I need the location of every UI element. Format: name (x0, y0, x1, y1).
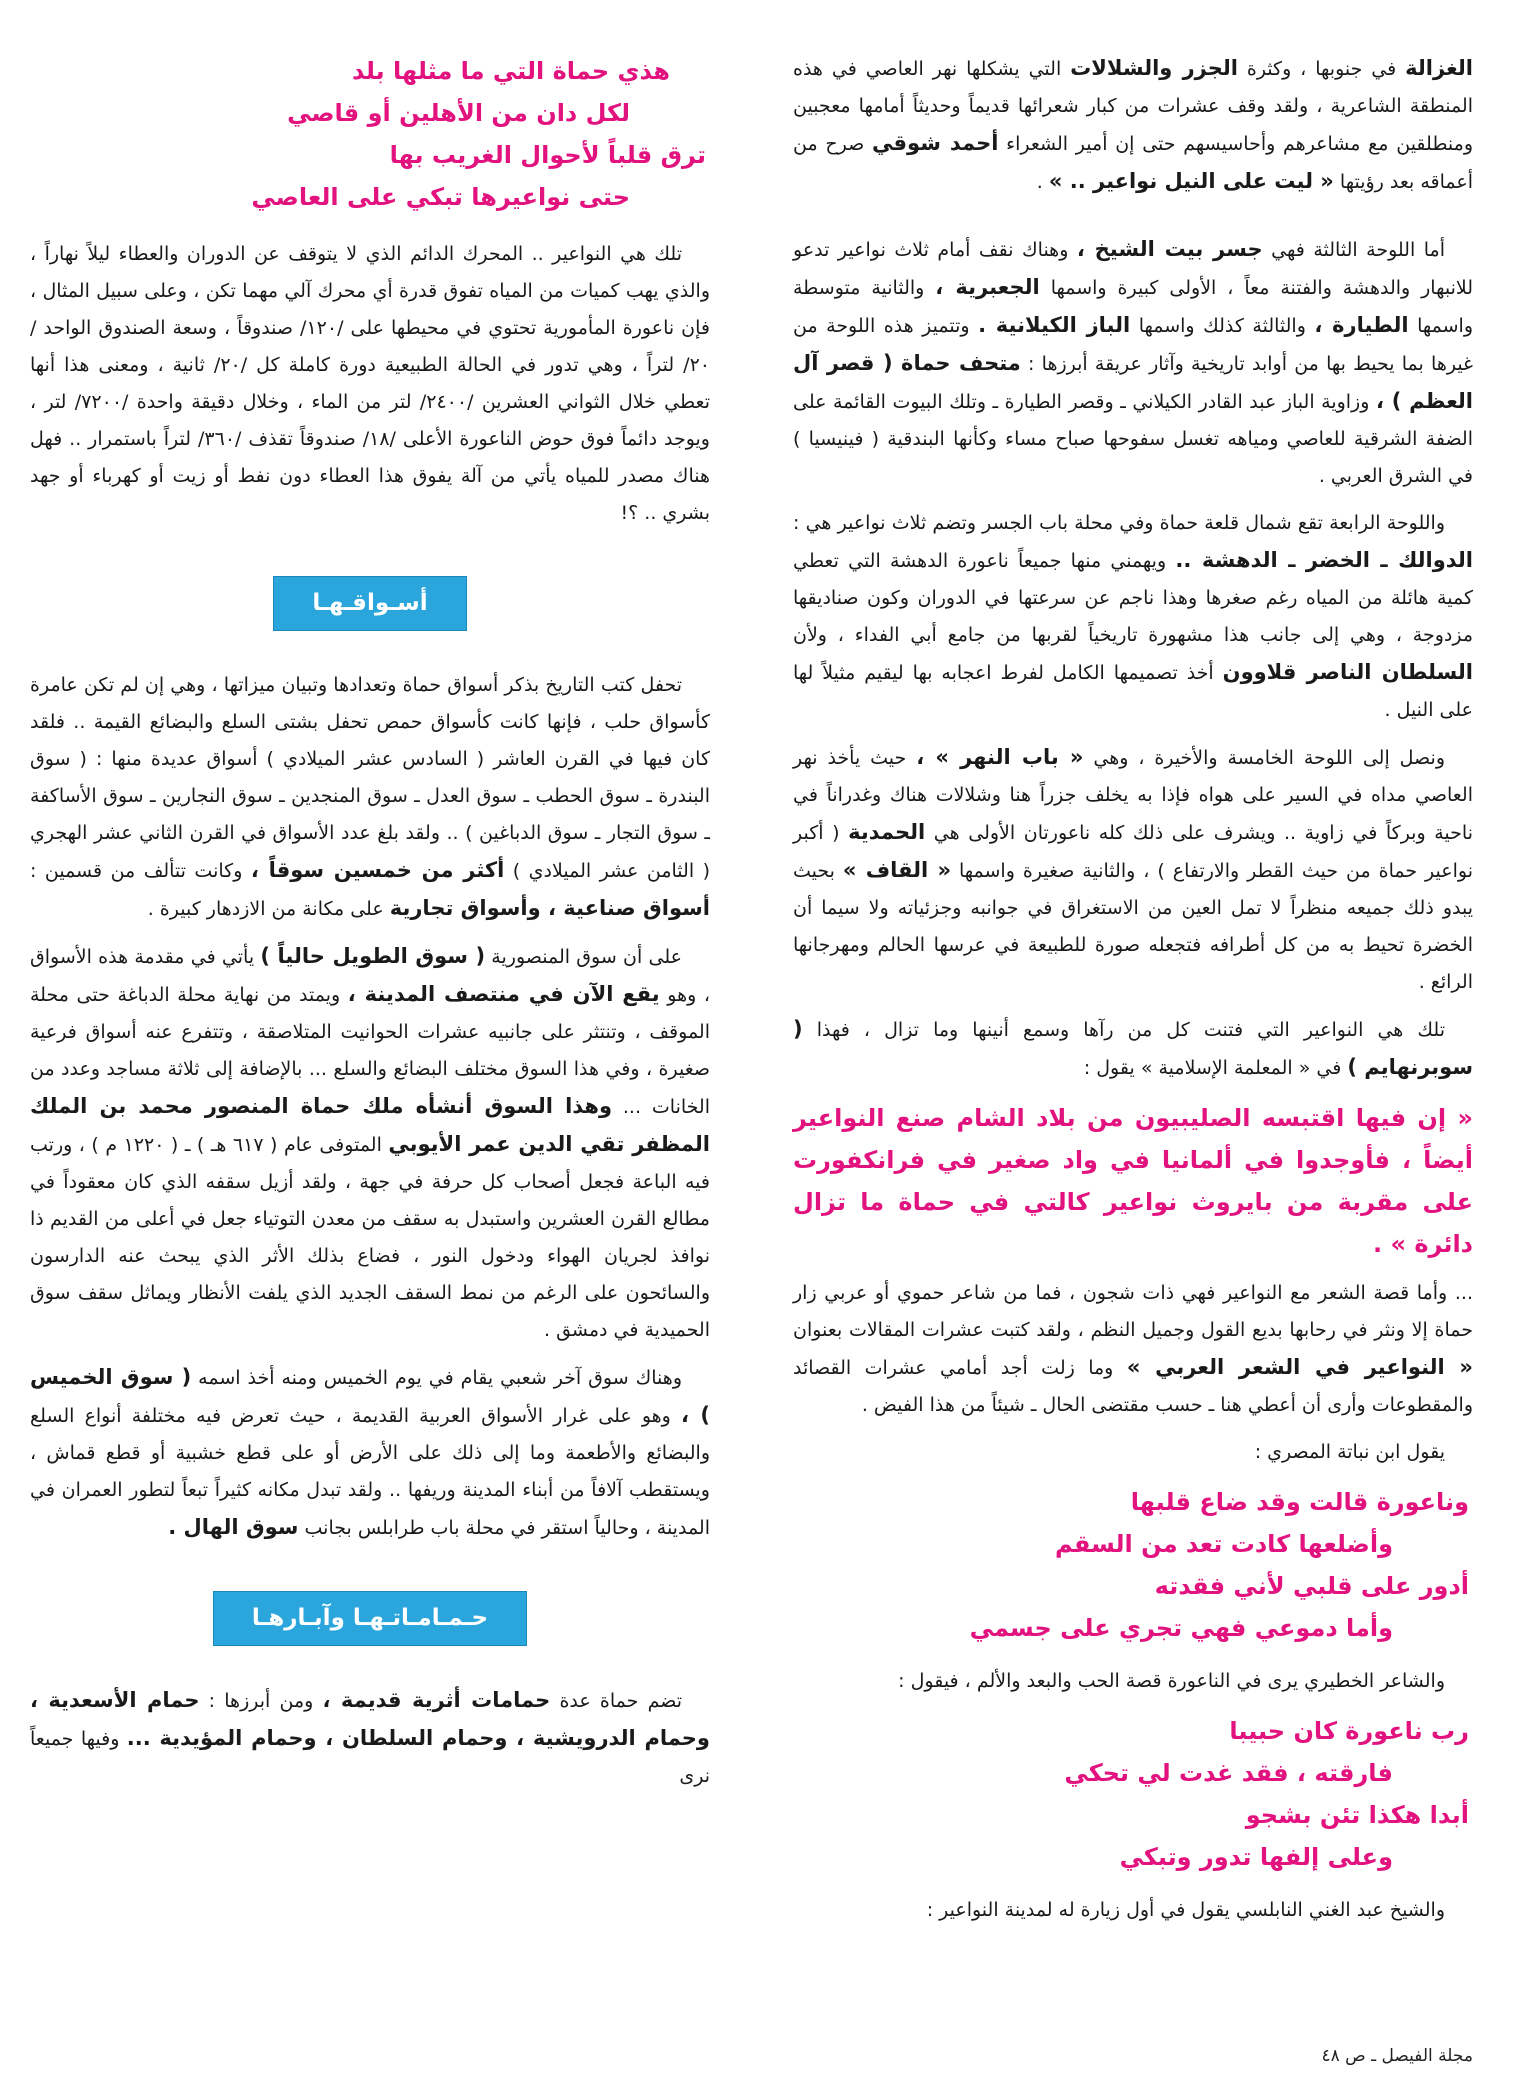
paragraph: على أن سوق المنصورية ( سوق الطويل حالياً ) يأتي في مقدمة هذه الأسواق ، وهو يقع الآن في منتصف المدينة ، ويمتد من نهاية محلة الدباغة حتى محلة الموقف ، وتنتثر على جانبيه عشرات الحوانيت المتلاصقة ، وتتفرع عنه أسواق فرعية صغيرة ، وفي هذا السوق مختلف البضائع والسلع ... بالإضافة إلى ثلاثة مساجد وعدد من الخانات ... وهذا السوق أنشأه ملك حماة المنصور محمد بن الملك المظفر تقي الدين عمر الأيوبي المتوفى عام ( ٦١٧ هـ ) ـ ( ١٢٢٠ م ) ، ورتب فيه الباعة فجعل أصحاب كل حرفة في جهة ، ولقد أزيل سقفه الذي كان معقوداً في مطالع القرن العشرين واستبدل به سقف من معدن التوتياء جعل في أعلى من القديم ذا نوافذ لجريان الهواء ودخول النور ، فضاع بذلك الأثر الذي يبحث عنه الدارسون والسائحون على الرغم من نمط السقف الجديد الذي يلفت الأنظار ويماثل سقف سوق الحميدية في دمشق . (30, 944, 711, 1341)
poem-line: حتى نواعيرها تبكي على العاصي (251, 183, 630, 211)
right-column (793, 50, 1473, 1939)
poem-line: أبدا هكذا تئن بشجو (1245, 1801, 1469, 1829)
poem-line: هذي حماة التي ما مثلها بلد (351, 57, 670, 85)
poem-line: فارقته ، فقد غدت لي تحكي (1064, 1759, 1393, 1787)
section-header-baths: حـمـامـاتـهـا وآبـارهـا (213, 1591, 527, 1646)
poem-line: وعلى إلفها تدور وتبكي (1119, 1843, 1393, 1871)
page-footer: مجلة الفيصل ـ ص ٤٨ (1321, 2046, 1473, 2066)
poem-line: لكل دان من الأهلين أو قاصي (287, 99, 630, 127)
poem-intro: والشاعر الخطيري يرى في الناعورة قصة الحب والبعد والألم ، فيقول : (898, 1670, 1445, 1692)
pink-quote: « إن فيها اقتبسه الصليبيون من بلاد الشام صنع النواعير أيضاً ، فأوجدوا في ألمانيا في واد صغير في فرانكفورت على مقربة من بايروث نواعير كالتي في حماة ما تزال دائرة » . (793, 1104, 1473, 1258)
paragraph: ... وأما قصة الشعر مع النواعير فهي ذات شجون ، فما من شاعر حموي أو عربي زار حماة إلا ونثر في رحابها بديع القول وجميل النظم ، ولقد كتبت عشرات المقالات بعنوان « النواعير في الشعر العربي » وما زلت أجد أمامي عشرات القصائد والمقطوعات وأرى أن أعطي هنا ـ حسب مقتضى الحال ـ شيئاً من هذا الفيض . (793, 1282, 1474, 1416)
paragraph: الغزالة في جنوبها ، وكثرة الجزر والشلالات التي يشكلها نهر العاصي في هذه المنطقة الشاعرية ، ولقد وقف عشرات من كبار شعرائها قديماً وحديثاً أمامها معجبين ومنطلقين مع مشاعرهم وأحاسيسهم حتى إن أمير الشعراء أحمد شوقي صرح من أعماقه بعد رؤيتها « ليت على النيل نواعير .. » . (793, 56, 1473, 193)
paragraph: واللوحة الرابعة تقع شمال قلعة حماة وفي محلة باب الجسر وتضم ثلاث نواعير هي : الدوالك ـ الخضر ـ الدهشة .. ويهمني منها جميعاً ناعورة الدهشة التي تعطي كمية هائلة من المياه رغم صغرها وهذا ناجم عن سرعتها في الدوران وكون صناديقها مزدوجة ، وهي إلى جانب هذا مشهورة تاريخياً لقربها من جامع أبي الفداء ، ولأن السلطان الناصر قلاوون أخذ تصميمها الكامل لفرط اعجابه بها ليقيم مثيلاً لها على النيل . (793, 512, 1474, 721)
poem-line: أدور على قلبي لأني فقدته (1154, 1572, 1469, 1600)
poem-khatiri (793, 1710, 1473, 1878)
paragraph: تلك هي النواعير التي فتنت كل من رآها وسمع أنينها وما تزال ، فهذا ( سوبرنهايم ) في « المعلمة الإسلامية » يقول : (793, 1017, 1473, 1079)
poem-hama (30, 50, 710, 218)
paragraph: تضم حماة عدة حمامات أثرية قديمة ، ومن أبرزها : حمام الأسعدية ، وحمام الدرويشية ، وحمام السلطان ، وحمام المؤيدية ... وفيها جميعاً نرى (30, 1688, 710, 1787)
section-header-markets: أسـواقـهـا (273, 576, 466, 631)
paragraph: أما اللوحة الثالثة فهي جسر بيت الشيخ ، وهناك نقف أمام ثلاث نواعير تدعو للانبهار والدهشة والفتنة معاً ، الأولى كبيرة واسمها الجعبرية ، والثانية متوسطة واسمها الطيارة ، والثالثة كذلك واسمها الباز الكيلانية . وتتميز هذه اللوحة من غيرها بما يحيط بها من أوابد تاريخية وآثار عريقة أبرزها : متحف حماة ( قصر آل العظم ) ، وزاوية الباز عبد القادر الكيلاني ـ وقصر الطيارة ـ وتلك البيوت القائمة على الضفة الشرقية للعاصي ومياهه تغسل سفوحها صباح مساء وكأنها البندقية ( فينيسيا ) في الشرق العربي . (793, 237, 1474, 487)
paragraph: تلك هي النواعير .. المحرك الدائم الذي لا يتوقف عن الدوران والعطاء ليلاً نهاراً ، والذي يهب كميات من المياه تفوق قدرة أي محرك آلي مهما تكن ، وعلى سبيل المثال ، فإن ناعورة المأمورية تحتوي في محيطها على /١٢٠/ صندوقاً ، وسعة الصندوق الواحد /٢٠/ لتراً ، وهي تدور في الحالة الطبيعية دورة كاملة كل /٢٠/ ثانية ، ومعنى هذا أنها تعطي خلال الثواني العشرين /٢٤٠٠/ لتر من الماء ، وخلال دقيقة واحدة /٧٢٠٠/ لتر ، ويوجد دائماً فوق حوض الناعورة الأعلى /١٨/ صندوقاً تقذف /٣٦٠/ لتراً باستمرار .. فهل هناك مصدر للمياه يأتي من آلة يفوق هذا العطاء دون نفط أو زيت أو كهرباء أو جهد بشري .. ؟! (30, 243, 711, 524)
section-header-wrap (30, 576, 710, 631)
paragraph: ونصل إلى اللوحة الخامسة والأخيرة ، وهي « باب النهر » ، حيث يأخذ نهر العاصي مداه في السير على هواه فإذا به يخلف جزراً هنا وشلالات هناك وغدراناً في ناحية وبركاً في زاوية .. ويشرف على ذلك كله ناعورتان الأولى هي الحمدية ( أكبر نواعير حماة من حيث القطر والارتفاع ) ، والثانية صغيرة واسمها « القاف » بحيث يبدو ذلك جميعه منظراً لا تمل العين من الاستغراق في جوانبه وجزئياته ولا سيما أن الخضرة تحيط به من كل أطرافه فتجعله صورة للطبيعة في عرسها الحالم ومهرجانها الرائع . (793, 745, 1473, 993)
poem-intro: والشيخ عبد الغني النابلسي يقول في أول زيارة له لمدينة النواعير : (926, 1899, 1445, 1921)
poem-ibn-nubata (793, 1481, 1473, 1649)
poem-line: ترق قلباً لأحوال الغريب بها (389, 141, 706, 169)
poem-line: وأضلعها كادت تعد من السقم (1055, 1530, 1393, 1558)
poem-intro: يقول ابن نباتة المصري : (1254, 1441, 1445, 1463)
left-column (30, 50, 710, 1805)
paragraph: وهناك سوق آخر شعبي يقام في يوم الخميس ومنه أخذ اسمه ( سوق الخميس ) ، وهو على غرار الأسواق العربية القديمة ، حيث تعرض فيه مختلفة أنواع السلع والبضائع والأطعمة وما إلى ذلك على الأرض أو على قطع خشبية أو قطع قماش ، ويستقطب آلافاً من أبناء المدينة وريفها .. ولقد تبدل مكانه كثيراً تبعاً لتطور العمران في المدينة ، وحالياً استقر في محلة باب طرابلس بجانب سوق الهال . (30, 1365, 710, 1539)
paragraph: تحفل كتب التاريخ بذكر أسواق حماة وتعدادها وتبيان ميزاتها ، وهي إن لم تكن عامرة كأسواق حلب ، فإنها كانت كأسواق حمص تحفل بشتى السلع والبضائع القيمة .. فلقد كان فيها في القرن العاشر ( السادس عشر الميلادي ) أسواق عديدة منها : ( سوق البندرة ـ سوق الحطب ـ سوق العدل ـ سوق المنجدين ـ سوق النجارين ـ سوق الأساكفة ـ سوق التجار ـ سوق الدباغين ) .. ولقد بلغ عدد الأسواق في القرن الثاني عشر الهجري ( الثامن عشر الميلادي ) أكثر من خمسين سوقاً ، وكانت تتألف من قسمين : أسواق صناعية ، وأسواق تجارية على مكانة من الازدهار كبيرة . (30, 674, 710, 920)
poem-line: وأما دموعي فهي تجري على جسمي (969, 1614, 1393, 1642)
section-header-wrap (30, 1591, 710, 1646)
poem-line: وناعورة قالت وقد ضاع قلبها (1130, 1488, 1469, 1516)
poem-line: رب ناعورة كان حبيبا (1229, 1717, 1469, 1745)
